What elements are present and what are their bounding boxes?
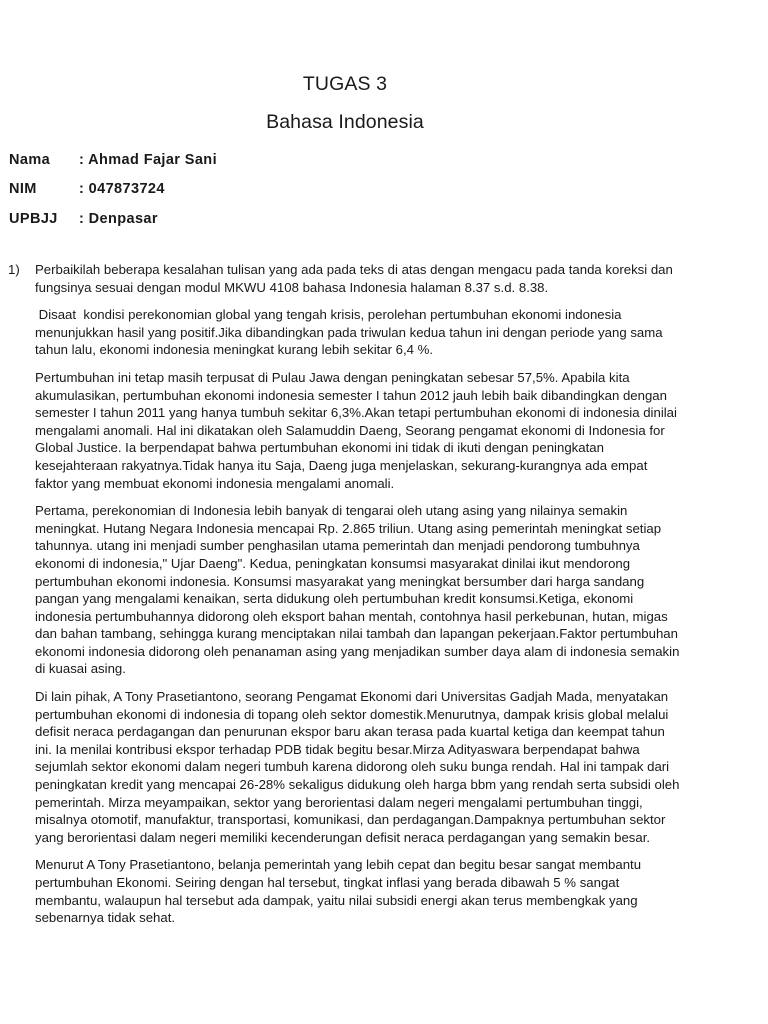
student-name-row bbox=[9, 145, 217, 175]
assignment-body bbox=[8, 261, 680, 937]
student-name-label: Nama bbox=[9, 151, 51, 168]
question-text: Perbaikilah beberapa kesalahan tulisan yang ada pada teks di atas dengan mengacu pada tanda koreksi dan fungsinya sesuai dengan modul MKWU 4108 bahasa Indonesia halaman 8.37 s.d. 8.38. bbox=[35, 262, 673, 295]
text-paragraph-5: Menurut A Tony Prasetiantono, belanja pemerintah yang lebih cepat dan begitu besar sangat membantu pertumbuhan Ekonomi. Seiring dengan hal tersebut, tingkat inflasi yang berada dibawah 5 % sangat membantu, walaupun hal tersebut ada dampak, yaitu nilai subsidi energi akan terus membengkak yang sebenarnya tidak sehat. bbox=[35, 857, 642, 926]
text-paragraph-2: Pertumbuhan ini tetap masih terpusat di Pulau Jawa dengan peningkatan sebesar 57,5%. Apabila kita akumulasikan, pertumbuhan ekonomi indonesia semester I tahun 2012 jauh lebih baik dibandingkan dengan semester I tahun 2011 yang hanya tumbuh sekitar 6,3%.Akan tetapi pertumbuhan ekonomi di indonesia dinilai mengalami anomali. Hal ini dikatakan oleh Salamuddin Daeng, Seorang pengamat ekonomi di Indonesia for Global Justice. Ia berpendapat bahwa pertumbuhan ekonomi ini tidak di ikuti dengan peningkatan kesejahteraan rakyatnya.Tidak hanya itu Saja, Daeng juga menjelaskan, sekurang-kurangnya ada empat faktor yang membuat ekonomi indonesia mengalami anomali. bbox=[35, 369, 677, 491]
document-subtitle: Bahasa Indonesia bbox=[266, 111, 424, 133]
student-upbjj-label: UPBJJ bbox=[9, 210, 58, 227]
text-paragraph-3: Pertama, perekonomian di Indonesia lebih banyak di tengarai oleh utang asing yang nilainya semakin meningkat. Hutang Negara Indonesia mencapai Rp. 2.865 triliun. Utang asing pemerintah meningkat setiap tahunnya. utang ini menjadi sumber penghasilan utama pemerintah dan menjadi pendorong tumbuhnya ekonomi di indonesia," Ujar Daeng". Kedua, peningkatan konsumsi masyarakat dinilai ikut mendorong pertumbuhan ekonomi indonesia. Konsumsi masyarakat yang meningkat bersumber dari harga sandang pangan yang mengalami kenaikan, serta didukung oleh pertumbuhan kredit konsumsi.Ketiga, ekonomi indonesia pertumbuhannya didorong oleh eksport bahan mentah, contohnya hasil perkebunan, hutan, migas dan bahan tambang, sehingga kurang menciptakan nilai tambah dan lapangan pekerjaan.Faktor pertumbuhan ekonomi indonesia didorong oleh penanaman asing yang menjadikan sumber daya alam di indonesia semakin di kuasai asing. bbox=[35, 503, 680, 677]
student-upbjj-row bbox=[9, 204, 217, 234]
student-name-value: : Ahmad Fajar Sani bbox=[79, 151, 217, 168]
document-title: TUGAS 3 bbox=[302, 73, 388, 95]
text-paragraph-1: Disaat kondisi perekonomian global yang tengah krisis, perolehan pertumbuhan ekonomi indonesia menunjukkan hasil yang positif.Jika dibandingkan pada triwulan kedua tahun ini dengan periode yang sama tahun lalu, ekonomi indonesia meningkat kurang lebih sekitar 6,4 %. bbox=[35, 307, 667, 358]
student-nim-row bbox=[9, 175, 217, 205]
text-paragraph-4: Di lain pihak, A Tony Prasetiantono, seorang Pengamat Ekonomi dari Universitas Gadjah Mada, menyatakan pertumbuhan ekonomi di indonesia di topang oleh sektor domestik.Menurutnya, dampak krisis global melalui defisit neraca perdagangan dan penurunan ekspor baru akan terasa pada kuartal ketiga dan keempat tahun ini. Ia menilai kontribusi ekspor terhadap PDB tidak begitu besar.Mirza Adityaswara berpendapat bahwa sejumlah sektor ekonomi dalam negeri tumbuh karena didorong oleh suku bunga rendah. Hal ini tampak dari peningkatan kredit yang mencapai 26-28% sekaligus didukung oleh harga bbm yang rendah serta subsidi oleh pemerintah. Mirza meyampaikan, sektor yang berorientasi dalam negeri mengalami pertumbuhan tinggi, misalnya otomotif, manufaktur, transportasi, komunikasi, dan perdagangan.Dampaknya pertumbuhan sektor yang berorientasi dalam negeri memiliki kecenderungan defisit neraca perdagangan yang semakin besar. bbox=[35, 689, 680, 845]
question-number: 1) bbox=[8, 262, 20, 277]
student-upbjj-value: : Denpasar bbox=[79, 210, 158, 227]
question-item bbox=[8, 261, 680, 296]
student-info bbox=[9, 145, 217, 234]
student-nim-label: NIM bbox=[9, 181, 37, 198]
student-nim-value: : 047873724 bbox=[79, 181, 165, 198]
